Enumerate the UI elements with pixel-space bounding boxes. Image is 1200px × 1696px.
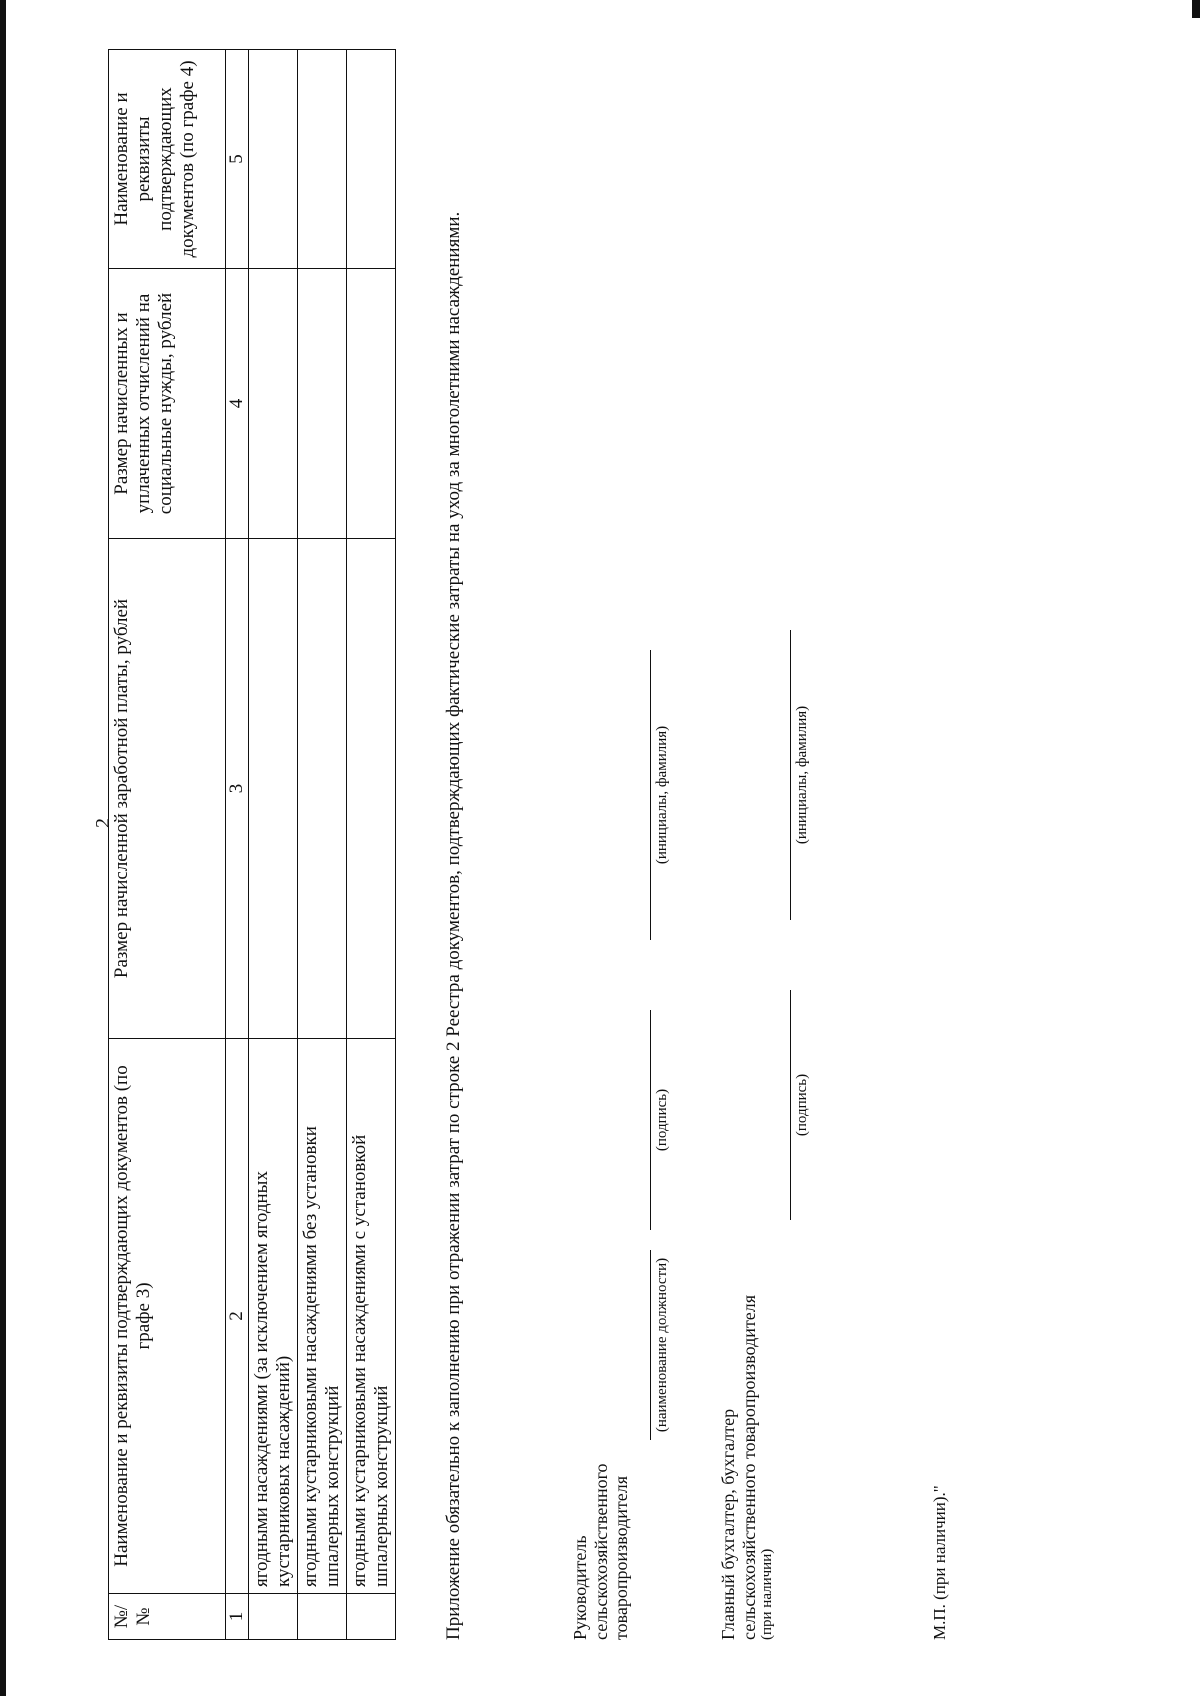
documents-table <box>108 49 396 1640</box>
table-cell <box>297 539 346 1039</box>
table-cell <box>297 1594 346 1640</box>
table-cell <box>248 539 297 1039</box>
stamp-note: М.П. (при наличии)." <box>930 1485 949 1640</box>
table-header-row <box>109 50 226 1640</box>
column-number: 2 <box>226 1039 249 1594</box>
table-row <box>297 50 346 1640</box>
accountant-signature-caption: (подпись) <box>794 1073 810 1137</box>
table-cell <box>248 50 297 269</box>
head-title-line: сельскохозяйственного <box>590 1463 611 1640</box>
head-signature-caption: (подпись) <box>654 1088 670 1152</box>
table-cell: ягодными кустарниковыми насаждениями с установкой шпалерных конструкций <box>346 1039 395 1594</box>
column-number-row <box>226 50 249 1640</box>
accountant-name-caption: (инициалы, фамилия) <box>794 705 810 845</box>
accountant-title-line: сельскохозяйственного товаропроизводителя <box>738 1294 759 1640</box>
scan-edge-mark <box>1192 0 1200 18</box>
table-row <box>248 50 297 1640</box>
table-cell <box>346 539 395 1039</box>
header-social-contributions: Размер начисленных и уплаченных отчислений на социальные нужды, рублей <box>109 269 226 539</box>
accountant-signature-block <box>718 1295 777 1640</box>
column-number: 4 <box>226 269 249 539</box>
accountant-note: (при наличии) <box>759 1548 776 1640</box>
head-name-line <box>650 650 651 940</box>
appendix-note: Приложение обязательно к заполнению при отражении затрат по строке 2 Реестра документов, подтверждающих фактические затраты на уход за многолетними насаждениями. <box>443 211 464 1640</box>
accountant-signature-line <box>790 990 791 1220</box>
accountant-name-line <box>790 630 791 920</box>
table-cell <box>346 50 395 269</box>
head-signature-block <box>570 1463 632 1640</box>
header-salary: Размер начисленной заработной платы, рублей <box>109 539 226 1039</box>
head-signature-line <box>650 1010 651 1230</box>
column-number: 3 <box>226 539 249 1039</box>
scan-edge-left <box>0 0 6 1696</box>
table-cell <box>297 269 346 539</box>
head-title-line: товаропроизводителя <box>611 1475 632 1640</box>
page-number: 2 <box>92 818 114 828</box>
header-docs-col4: Наименование и реквизиты подтверждающих документов (по графе 4) <box>109 50 226 269</box>
accountant-title-line: Главный бухгалтер, бухгалтер <box>718 1408 738 1640</box>
table-cell <box>346 1594 395 1640</box>
column-number: 5 <box>226 50 249 269</box>
position-line <box>650 1250 651 1440</box>
table-cell <box>248 1594 297 1640</box>
table-cell <box>297 50 346 269</box>
column-number: 1 <box>226 1594 249 1640</box>
rotated-document-content <box>108 0 1188 1640</box>
table-cell: ягодными насаждениями (за исключением ягодных кустарниковых насаждений) <box>248 1039 297 1594</box>
head-title-line: Руководитель <box>570 1535 590 1640</box>
table-row <box>346 50 395 1640</box>
position-caption: (наименование должности) <box>654 1257 670 1433</box>
table-cell: ягодными кустарниковыми насаждениями без установки шпалерных конструкций <box>297 1039 346 1594</box>
header-docs-col3: Наименование и реквизиты подтверждающих документов (по графе 3) <box>109 1039 226 1594</box>
table-cell <box>346 269 395 539</box>
header-number: №/ № <box>109 1594 226 1640</box>
table-cell <box>248 269 297 539</box>
head-name-caption: (инициалы, фамилия) <box>654 725 670 865</box>
